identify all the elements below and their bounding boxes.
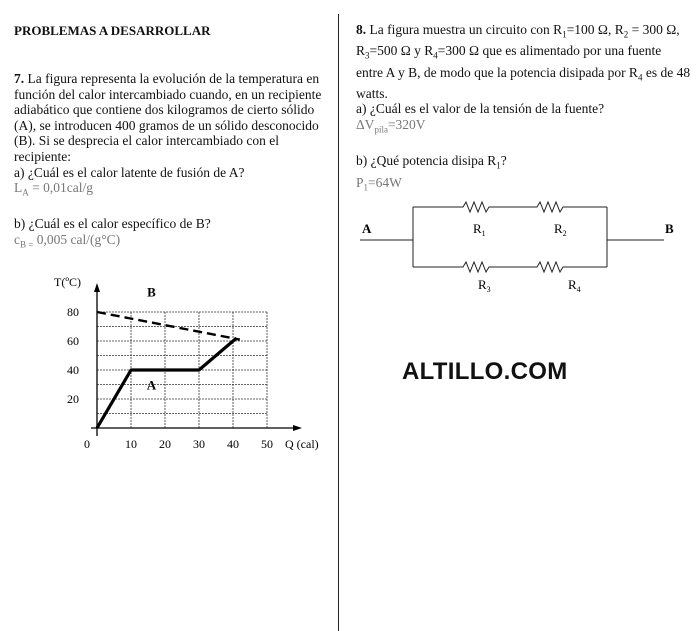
problem-8-answer-b: $P_1=64W$ [356,174,402,193]
problem-7-answer-b: $c_{B =}$ 0,005 cal/(g°C) [14,232,121,250]
x-tick-label: 30 [193,437,205,451]
y-tick-label: 60 [67,334,79,348]
series-line-a [97,338,236,428]
r1-label: $R_1$ [473,221,486,238]
x-tick-label: 20 [159,437,171,451]
x-axis-arrow-icon [293,425,302,431]
x-tick-label: 10 [125,437,137,451]
y-tick-label: 20 [67,392,79,406]
y-tick-label: 80 [67,305,79,319]
section-title: PROBLEMAS A DESARROLLAR [14,23,211,38]
y-tick-label: 40 [67,363,79,377]
node-a-label: A [362,221,372,236]
y-axis-label: T(ºC) [54,275,82,289]
curve-label-a: A [146,377,157,393]
altillo-watermark: ALTILLO.COM [402,358,568,385]
curve-label-b: B [147,284,156,300]
problem-7-answer-a: $L_A = 0,01cal/g$ [14,180,93,198]
problem-7-question-a: a) ¿Cuál es el calor latente de fusión de A? [14,164,245,180]
circuit-diagram [340,190,700,300]
x-tick-label: 0 [84,437,90,451]
problem-8-statement: 8. La figura muestra un circuito con $R_1=100$ Ω, $R_2 = 300$ Ω, $R_3=500$ Ω y $R_4=300$ Ω que es alimentado por una fuente entre A y B, de modo que la potencia disipada por $R_4$ es de 48 watts. [356,22,691,101]
problem-8-answer-a: $\Delta V_{pila}=320V$ [356,117,426,135]
series-line-b [97,312,240,340]
y-axis-arrow-icon [94,283,100,292]
problem-7-question-b: b) ¿Cuál es el calor específico de B? [14,216,211,232]
x-axis-label: Q (cal) [285,437,319,451]
node-b-label: B [665,221,674,236]
problem-8-question-b: b) ¿Qué potencia disipa $R_1$? [356,153,507,171]
temperature-heat-chart [0,0,340,631]
x-tick-label: 50 [261,437,273,451]
column-divider [338,14,339,631]
x-tick-label: 40 [227,437,239,451]
r2-label: $R_2$ [554,221,567,238]
r3-label: $R_3$ [478,277,491,294]
problem-7-statement: 7. La figura representa la evolución de la temperatura en función del calor intercambiado cuando, en un recipiente adiabático que contiene dos kilogramos de cierto sólido (A), se introducen 400 gramos de un sólido desconocido (B). Si se desprecia el calor intercambiado con el recipiente: [14,71,322,164]
resistors-r3-r4-branch [413,262,607,272]
resistors-r1-r2-branch [413,202,607,212]
problem-8-question-a: a) ¿Cuál es el valor de la tensión de la fuente? [356,101,605,117]
r4-label: $R_4$ [568,277,581,294]
problem-8 [356,22,691,196]
